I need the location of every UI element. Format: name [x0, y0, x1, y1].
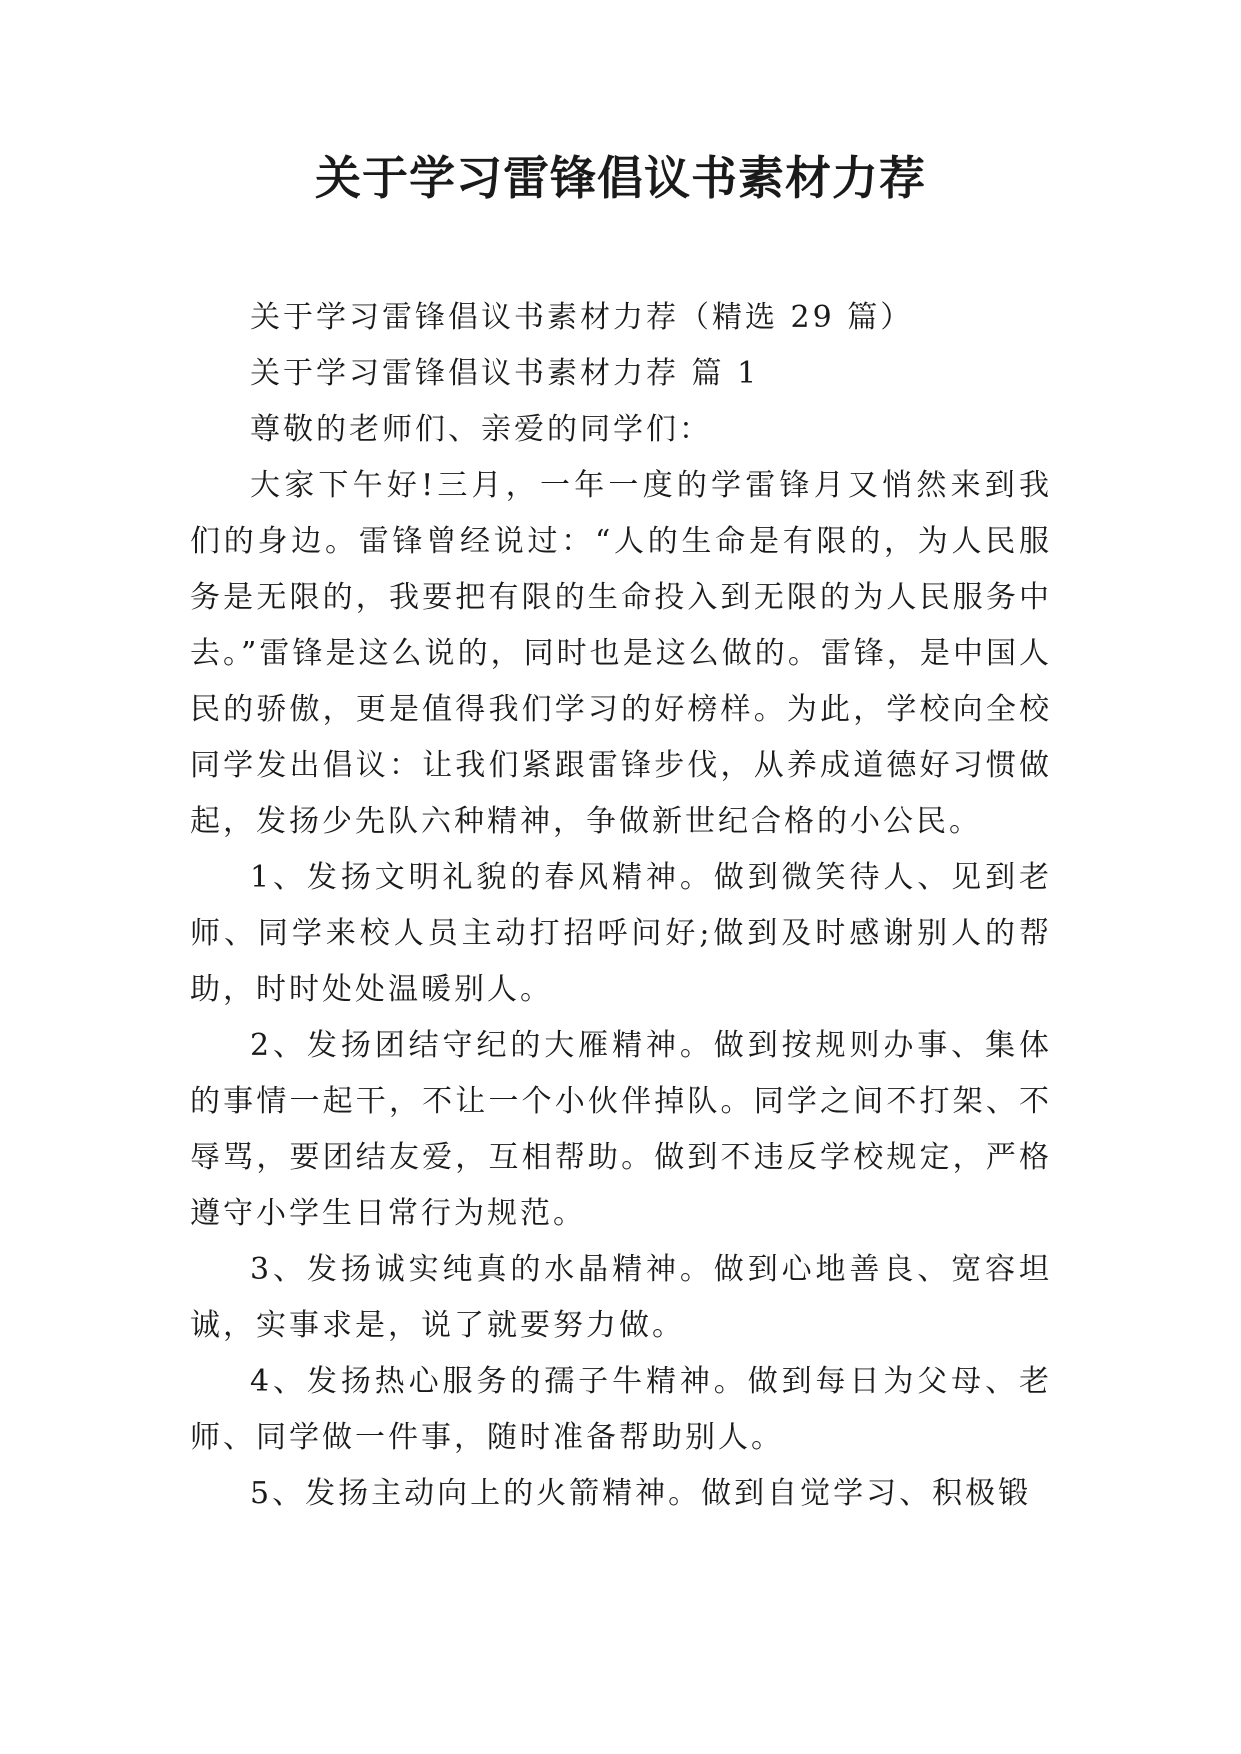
paragraph-item-1: 1、发扬文明礼貌的春风精神。做到微笑待人、见到老师、同学来校人员主动打招呼问好;做到及时感谢别人的帮助，时时处处温暖别人。 [190, 860, 1052, 1007]
paragraph-subtitle: 关于学习雷锋倡议书素材力荐（精选 29 篇） [250, 300, 914, 335]
paragraph-item-2: 2、发扬团结守纪的大雁精神。做到按规则办事、集体的事情一起干，不让一个小伙伴掉队。同学之间不打架、不辱骂，要团结友爱，互相帮助。做到不违反学校规定，严格遵守小学生日常行为规范。 [190, 1028, 1052, 1231]
paragraph-item-5: 5、发扬主动向上的火箭精神。做到自觉学习、积极锻 [250, 1476, 1032, 1511]
paragraph-item-3: 3、发扬诚实纯真的水晶精神。做到心地善良、宽容坦诚，实事求是，说了就要努力做。 [190, 1252, 1052, 1343]
paragraph-intro: 大家下午好!三月，一年一度的学雷锋月又悄然来到我们的身边。雷锋曾经说过：“人的生命是有限的，为人民服务是无限的，我要把有限的生命投入到无限的为人民服务中去。”雷锋是这么说的，同时也是这么做的。雷锋，是中国人民的骄傲，更是值得我们学习的好榜样。为此，学校向全校同学发出倡议：让我们紧跟雷锋步伐，从养成道德好习惯做起，发扬少先队六种精神，争做新世纪合格的小公民。 [190, 468, 1052, 839]
document-title: 关于学习雷锋倡议书素材力荐 [315, 151, 926, 205]
paragraph-item-4: 4、发扬热心服务的孺子牛精神。做到每日为父母、老师、同学做一件事，随时准备帮助别人。 [190, 1364, 1052, 1455]
document-body [190, 290, 1052, 1522]
paragraph-salutation: 尊敬的老师们、亲爱的同学们： [250, 412, 712, 447]
paragraph-section-heading: 关于学习雷锋倡议书素材力荐 篇 1 [250, 356, 760, 391]
